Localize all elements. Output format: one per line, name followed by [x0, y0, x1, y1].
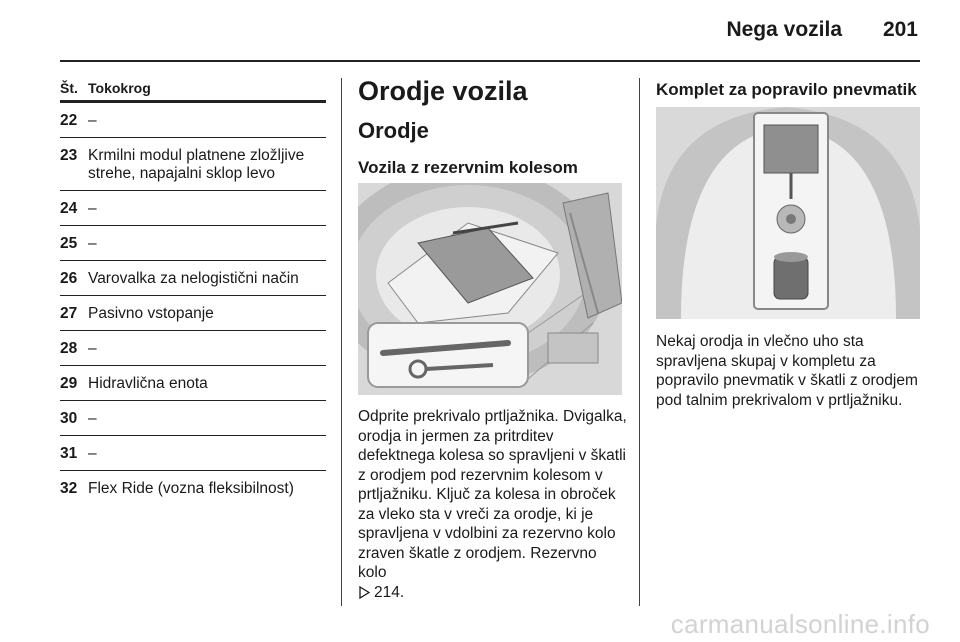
fuse-table-row	[60, 296, 326, 331]
repair-kit-section	[656, 80, 926, 100]
fuse-circuit: –	[88, 340, 97, 357]
column-divider-right	[639, 78, 640, 606]
fuse-number: 23	[60, 147, 78, 164]
fuse-number: 27	[60, 305, 78, 322]
subsection-heading: Vozila z rezervnim kolesom	[358, 158, 578, 177]
arrow-reference-icon	[358, 586, 370, 599]
fuse-table-header	[60, 80, 326, 103]
repair-kit-heading: Komplet za popravilo pnevmatik	[656, 80, 917, 99]
fuse-table-row	[60, 261, 326, 296]
fuse-circuit: –	[88, 410, 97, 427]
fuse-number: 30	[60, 410, 78, 427]
fuse-table	[60, 80, 326, 505]
tools-paragraph-text: Odprite prekrivalo prtljažnika. Dvigalka, orodja in jermen za pritrditev defektnega kolesa so spravljeni v škatli z orodjem pod rezervnim kolesom v prtljažniku. Ključ za kolesa in obroček za vleko sta v vreči za orodje, ki je spravljena v vdolbini za rezervno kolo zraven škatle z orodjem. Rezervno kolo	[358, 408, 627, 581]
tools-section	[358, 76, 626, 178]
fuse-table-row	[60, 436, 326, 471]
spare-wheel-tools-illustration	[358, 183, 622, 395]
fuse-number: 31	[60, 445, 78, 462]
fuse-table-row	[60, 226, 326, 261]
fuse-circuit: –	[88, 200, 97, 217]
fuse-table-row	[60, 471, 326, 505]
fuse-circuit: Varovalka za nelogistični način	[88, 270, 299, 287]
column-header-number: Št.	[60, 80, 78, 96]
fuse-circuit: Pasivno vstopanje	[88, 305, 214, 322]
fuse-circuit: –	[88, 235, 97, 252]
fuse-number: 24	[60, 200, 78, 217]
fuse-number: 22	[60, 112, 78, 129]
column-divider-left	[341, 78, 342, 606]
column-header-circuit: Tokokrog	[88, 80, 151, 96]
fuse-number: 25	[60, 235, 78, 252]
page-header-title: Nega vozila	[726, 18, 842, 41]
fuse-number: 32	[60, 480, 78, 497]
cross-reference[interactable]	[358, 583, 404, 603]
section-title: Orodje vozila	[358, 76, 528, 106]
tools-paragraph	[358, 407, 628, 604]
watermark: carmanualsonline.info	[670, 609, 930, 639]
header-rule	[60, 60, 920, 62]
fuse-circuit: –	[88, 112, 97, 129]
fuse-number: 29	[60, 375, 78, 392]
fuse-table-row	[60, 401, 326, 436]
repair-kit-paragraph-text: Nekaj orodja in vlečno uho sta spravljena skupaj v kompletu za popravilo pnevmatik v škatli z orodjem pod talnim prekrivalom v prtljažniku.	[656, 333, 918, 409]
repair-kit-paragraph	[656, 332, 920, 410]
fuse-circuit: Hidravlična enota	[88, 375, 208, 392]
cross-reference-page: 214.	[374, 583, 405, 601]
tools-paragraph-block	[358, 407, 628, 604]
fuse-circuit: Krmilni modul platnene zložljive strehe, napajalni sklop levo	[88, 147, 305, 182]
subsection-title: Orodje	[358, 118, 429, 143]
fuse-number: 26	[60, 270, 78, 287]
fuse-circuit: –	[88, 445, 97, 462]
fuse-table-row	[60, 191, 326, 226]
fuse-circuit: Flex Ride (vozna fleksibilnost)	[88, 480, 294, 497]
page-number: 201	[882, 18, 918, 41]
fuse-table-row	[60, 366, 326, 401]
fuse-table-row	[60, 138, 326, 191]
tire-repair-kit-illustration	[656, 107, 920, 319]
fuse-number: 28	[60, 340, 78, 357]
fuse-table-row	[60, 331, 326, 366]
fuse-table-row	[60, 103, 326, 138]
